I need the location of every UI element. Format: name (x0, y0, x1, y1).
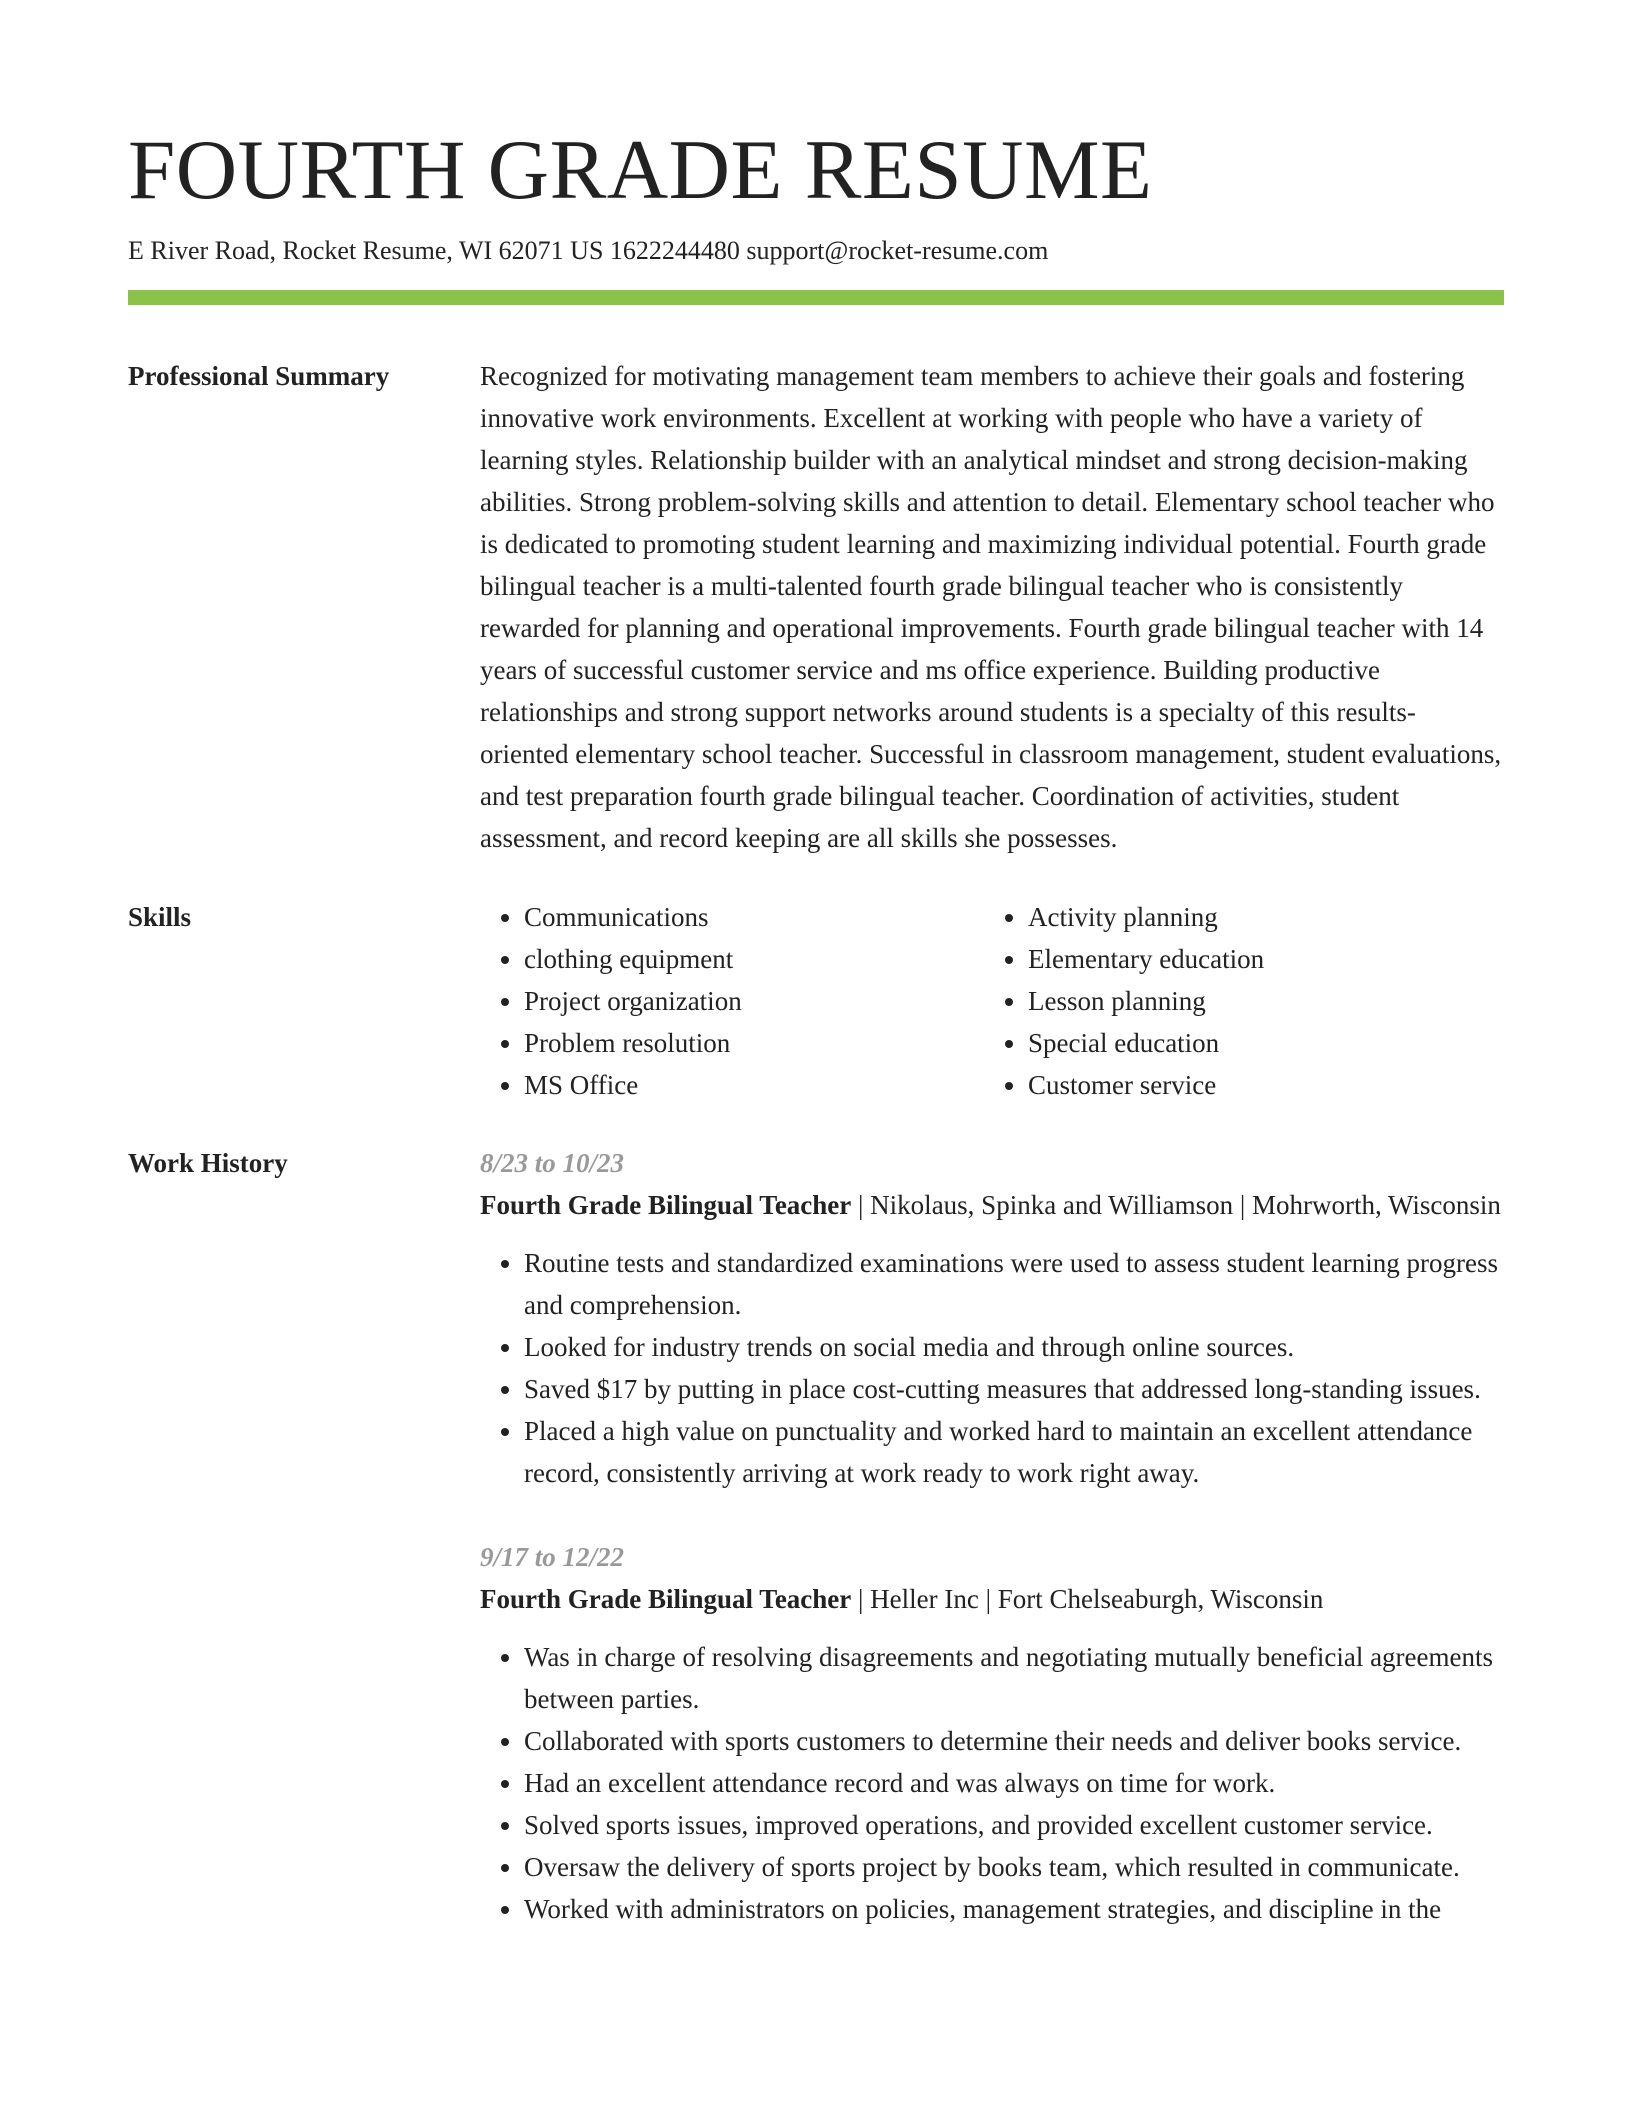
skill-item: • Activity planning (1028, 896, 1488, 938)
job-bullet: • Was in charge of resolving disagreements and negotiating mutually beneficial agreements between parties. (524, 1636, 1504, 1720)
job-bullet: • Looked for industry trends on social media and through online sources. (524, 1326, 1504, 1368)
job-title: Fourth Grade Bilingual Teacher (480, 1584, 852, 1614)
job-bullet-list (480, 1242, 1504, 1494)
skills-body (480, 896, 1504, 1106)
job-bullet: • Had an excellent attendance record and was always on time for work. (524, 1762, 1504, 1804)
job-bullet: • Placed a high value on punctuality and worked hard to maintain an excellent attendance record, consistently arriving at work ready to work right away. (524, 1410, 1504, 1494)
skill-item: • Customer service (1028, 1064, 1488, 1106)
summary-text: Recognized for motivating management team members to achieve their goals and fostering innovative work environments. Excellent at working with people who have a variety of learning styles. Relationship builder with an analytical mindset and strong decision-making abilities. Strong problem-solving skills and attention to detail. Elementary school teacher who is dedicated to promoting student learning and maximizing individual potential. Fourth grade bilingual teacher is a multi-talented fourth grade bilingual teacher who is consistently rewarded for planning and operational improvements. Fourth grade bilingual teacher with 14 years of successful customer service and ms office experience. Building productive relationships and strong support networks around students is a specialty of this results-oriented elementary school teacher. Successful in classroom management, student evaluations, and test preparation fourth grade bilingual teacher. Coordination of activities, student assessment, and record keeping are all skills she possesses. (480, 361, 1502, 853)
section-label-professional-summary: Professional Summary (128, 361, 390, 391)
accent-divider (128, 290, 1504, 305)
section-label-work-history: Work History (128, 1148, 288, 1178)
job-bullet-list (480, 1636, 1504, 1930)
skills-grid (480, 896, 1504, 1106)
skill-item: • Project organization (524, 980, 984, 1022)
job-bullet: • Saved $17 by putting in place cost-cutting measures that addressed long-standing issues. (524, 1368, 1504, 1410)
job-bullet: • Solved sports issues, improved operations, and provided excellent customer service. (524, 1804, 1504, 1846)
job-dates: 8/23 to 10/23 (480, 1148, 625, 1178)
resume-page (128, 0, 1504, 1972)
job-entry (480, 1536, 1504, 1930)
resume-title: FOURTH GRADE RESUME (128, 123, 1153, 217)
job-details: | Nikolaus, Spinka and Williamson | Mohrworth, Wisconsin (851, 1190, 1501, 1220)
skill-item: • Special education (1028, 1022, 1488, 1064)
summary-body (480, 355, 1504, 859)
work-history-section (128, 1142, 1504, 1972)
skill-item: • clothing equipment (524, 938, 984, 980)
skills-list-right (984, 896, 1488, 1106)
job-bullet: • Oversaw the delivery of sports project by books team, which resulted in communicate. (524, 1846, 1504, 1888)
job-bullet: • Collaborated with sports customers to determine their needs and deliver books service. (524, 1720, 1504, 1762)
work-history-body (480, 1142, 1504, 1972)
contact-line: E River Road, Rocket Resume, WI 62071 US 1622244480 support@rocket-resume.com (128, 236, 1049, 265)
job-title: Fourth Grade Bilingual Teacher (480, 1190, 852, 1220)
job-entry (480, 1142, 1504, 1494)
skills-list-left (480, 896, 984, 1106)
skill-item: • Lesson planning (1028, 980, 1488, 1022)
skill-item: • MS Office (524, 1064, 984, 1106)
job-bullet: • Routine tests and standardized examinations were used to assess student learning progress and comprehension. (524, 1242, 1504, 1326)
skill-item: • Elementary education (1028, 938, 1488, 980)
job-heading (480, 1184, 1504, 1226)
skill-item: • Problem resolution (524, 1022, 984, 1064)
job-details: | Heller Inc | Fort Chelseaburgh, Wisconsin (851, 1584, 1324, 1614)
job-heading (480, 1578, 1504, 1620)
job-bullet: • Worked with administrators on policies, management strategies, and discipline in the (524, 1888, 1504, 1930)
skills-section (128, 896, 1504, 1106)
skill-item: • Communications (524, 896, 984, 938)
job-dates: 9/17 to 12/22 (480, 1542, 625, 1572)
section-label-skills: Skills (128, 902, 192, 932)
professional-summary-section (128, 355, 1504, 859)
